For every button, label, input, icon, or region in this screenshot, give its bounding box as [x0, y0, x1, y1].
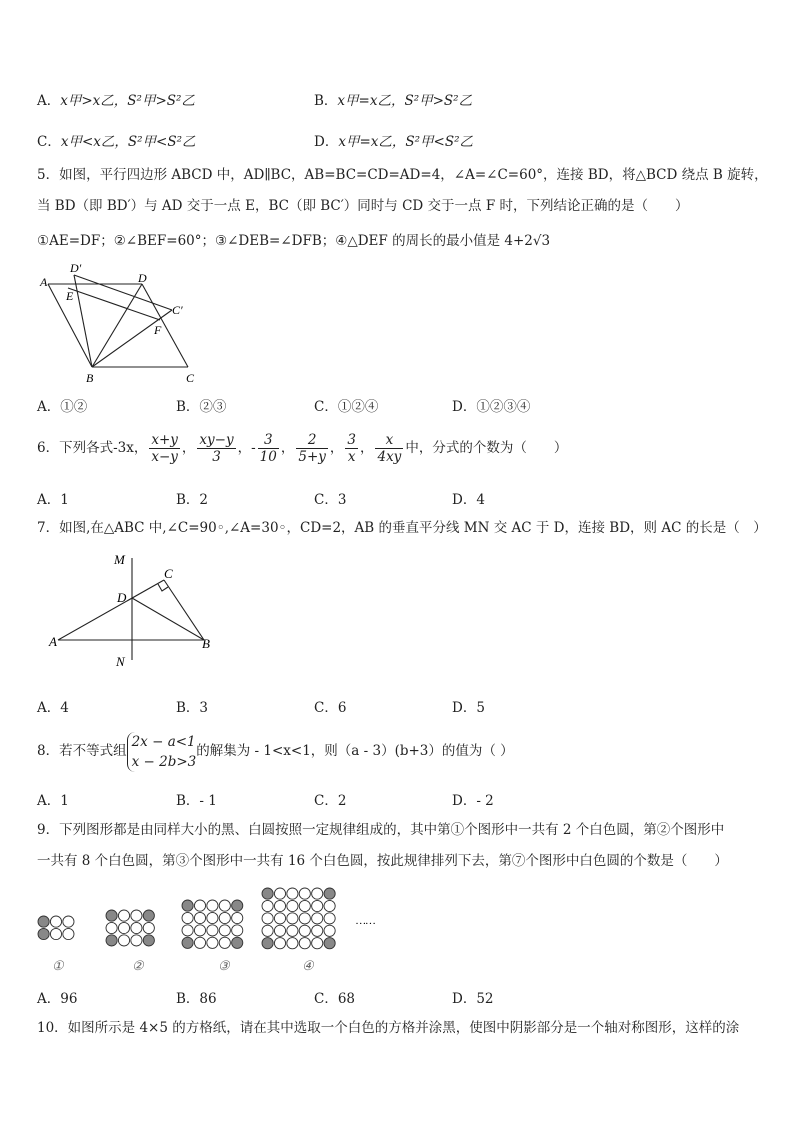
pattern-label: ①	[52, 958, 64, 973]
q6-fraction-2: $\frac{xy-y}{3}$	[199, 432, 234, 465]
q7-option-c: C．6	[314, 700, 347, 716]
pattern-circle	[207, 900, 218, 911]
q8-option-a: A．1	[37, 793, 69, 809]
pattern-circle	[324, 938, 335, 949]
q7-label-b: B	[202, 636, 210, 651]
pattern-ellipsis: ……	[356, 915, 376, 927]
q9-stem-line2: 一共有 8 个白色圆，第③个图形中一共有 16 个白色圆，按此规律排列下去，第⑦个图形中白色圆的个数是（ ）	[37, 853, 728, 869]
q5-conclusions: ①AE=DF；②∠BEF=60°；③∠DEB=∠DFB；④△DEF 的周长的最小值是 4+2√3	[37, 233, 551, 249]
pattern-circle	[118, 910, 129, 921]
pattern-circle	[262, 925, 273, 936]
q7-option-b: B．3	[176, 700, 209, 716]
pattern-circle	[194, 925, 205, 936]
q5-label-f: F	[154, 323, 162, 337]
q6-option-a: A．1	[37, 492, 69, 508]
q7-label-n: N	[116, 654, 125, 669]
pattern-circle	[106, 922, 117, 933]
pattern-circle	[232, 937, 243, 948]
pattern-circle	[312, 900, 323, 911]
pattern-circle	[207, 925, 218, 936]
pattern-circle	[50, 928, 61, 939]
pattern-circle	[131, 922, 142, 933]
q6-option-d: D．4	[452, 492, 485, 508]
q4-option-d: D．x甲=x乙，S²甲<S²乙	[314, 134, 473, 150]
pattern-circle	[194, 912, 205, 923]
q5-option-d: D．①②③④	[452, 399, 531, 415]
q9-option-b: B．86	[176, 991, 217, 1007]
q5-label-dprime: D′	[70, 261, 82, 275]
pattern-circle	[262, 913, 273, 924]
pattern-circle	[232, 912, 243, 923]
pattern-circle	[262, 888, 273, 899]
pattern-circle	[219, 937, 230, 948]
pattern-circle	[299, 925, 310, 936]
q5-label-c: C	[186, 371, 195, 385]
q10-stem: 10．如图所示是 4×5 的方格纸，请在其中选取一个白色的方格并涂黑，使图中阴影部分是一个轴对称图形，这样的涂	[37, 1020, 740, 1036]
q5-label-a: A	[40, 275, 48, 289]
pattern-circle	[63, 916, 74, 927]
pattern-circle	[207, 937, 218, 948]
pattern-circle	[194, 937, 205, 948]
pattern-circle	[299, 913, 310, 924]
q6-fraction-5: $\frac{3}{x}$	[347, 432, 356, 465]
q9-option-d: D．52	[452, 991, 494, 1007]
pattern-circle	[143, 935, 154, 946]
q5-parallelogram-figure	[36, 258, 206, 388]
q9-stem-line1: 9．下列图形都是由同样大小的黑、白圆按照一定规律组成的，其中第①个图形中一共有 2 个白色圆，第②个图形中	[37, 822, 725, 838]
q5-label-d: D	[138, 271, 147, 285]
pattern-circle	[131, 910, 142, 921]
q9-circle-patterns	[30, 878, 390, 978]
pattern-circle	[118, 935, 129, 946]
pattern-circle	[299, 888, 310, 899]
pattern-circle	[274, 888, 285, 899]
pattern-circle	[262, 900, 273, 911]
pattern-label: ③	[218, 958, 230, 973]
q5-label-e: E	[66, 289, 74, 303]
q6-fraction-6: $\frac{x}{4xy}$	[377, 432, 402, 465]
q5-stem-line1: 5．如图，平行四边形 ABCD 中，AD∥BC，AB=BC=CD=AD=4，∠A=∠C=60°，连接 BD，将△BCD 绕点 B 旋转，	[37, 167, 768, 183]
pattern-circle	[324, 925, 335, 936]
pattern-circle	[312, 913, 323, 924]
q5-option-a: A．①②	[37, 399, 88, 415]
pattern-circle	[182, 937, 193, 948]
pattern-circle	[118, 922, 129, 933]
pattern-circle	[63, 928, 74, 939]
q4-option-a: A．x甲>x乙，S²甲>S²乙	[37, 93, 195, 109]
pattern-circle	[287, 888, 298, 899]
pattern-circle	[299, 900, 310, 911]
q7-label-d: D	[117, 590, 127, 605]
pattern-circle	[324, 900, 335, 911]
pattern-circle	[232, 925, 243, 936]
q7-triangle-figure	[44, 550, 224, 675]
q6-option-b: B．2	[176, 492, 209, 508]
q5-option-c: C．①②④	[314, 399, 379, 415]
q7-option-a: A．4	[37, 700, 69, 716]
q9-option-a: A．96	[37, 991, 78, 1007]
pattern-circle	[131, 935, 142, 946]
pattern-circle	[219, 900, 230, 911]
pattern-circle	[287, 900, 298, 911]
pattern-circle	[143, 922, 154, 933]
pattern-circle	[106, 910, 117, 921]
pattern-circle	[274, 938, 285, 949]
q6-stem: 6．下列各式-3x， $\frac{x+y}{x-y}$ ， $\frac{xy-y}{3}$ ，- $\frac{3}{10}$ ， $\frac{2}{5+y}$ ， $\frac{3}{x}$ ， $\frac{x}{4xy}$ 中，分式的个数为（ ）	[37, 432, 568, 465]
q4-option-c: C．x甲<x乙，S²甲<S²乙	[37, 134, 196, 150]
pattern-circle	[274, 913, 285, 924]
q6-option-c: C．3	[314, 492, 347, 508]
pattern-circle	[262, 938, 273, 949]
pattern-circle	[287, 938, 298, 949]
pattern-circle	[194, 900, 205, 911]
q8-option-d: D．- 2	[452, 793, 494, 809]
q5-label-b: B	[86, 371, 94, 385]
pattern-circle	[232, 900, 243, 911]
q6-fraction-4: $\frac{2}{5+y}$	[298, 432, 326, 465]
q5-option-b: B．②③	[176, 399, 227, 415]
q8-stem: 8．若不等式组 2x − a<1 x − 2b>3 的解集为 - 1<x<1，则（a - 3）(b+3）的值为（ ）	[37, 733, 514, 770]
pattern-circle	[106, 935, 117, 946]
q7-label-c: C	[164, 566, 173, 581]
pattern-circle	[38, 928, 49, 939]
pattern-circle	[324, 888, 335, 899]
pattern-circle	[182, 912, 193, 923]
q8-option-b: B．- 1	[176, 793, 217, 809]
q8-inequality-system: 2x − a<1 x − 2b>3	[127, 732, 197, 772]
pattern-circle	[287, 925, 298, 936]
q8-option-c: C．2	[314, 793, 347, 809]
pattern-circle	[38, 916, 49, 927]
q7-stem: 7．如图,在△ABC 中,∠C=90◦,∠A=30◦，CD=2，AB 的垂直平分线 MN 交 AC 于 D，连接 BD，则 AC 的长是（ ）	[37, 520, 767, 536]
pattern-circle	[312, 938, 323, 949]
pattern-circle	[207, 912, 218, 923]
q6-fraction-1: $\frac{x+y}{x-y}$	[151, 432, 178, 465]
q7-label-a: A	[49, 634, 57, 649]
pattern-circle	[274, 900, 285, 911]
q5-stem-line2: 当 BD（即 BD′）与 AD 交于一点 E，BC（即 BC′）同时与 CD 交于一点 F 时，下列结论正确的是（ ）	[37, 198, 689, 214]
q4-option-b: B．x甲=x乙，S²甲>S²乙	[314, 93, 473, 109]
q7-option-d: D．5	[452, 700, 485, 716]
pattern-circle	[312, 888, 323, 899]
pattern-circle	[274, 925, 285, 936]
pattern-circle	[143, 910, 154, 921]
q6-fraction-3: $\frac{3}{10}$	[259, 432, 277, 465]
pattern-circle	[299, 938, 310, 949]
q5-label-cprime: C′	[172, 303, 183, 317]
pattern-circle	[312, 925, 323, 936]
pattern-label: ④	[302, 958, 314, 973]
pattern-circle	[324, 913, 335, 924]
pattern-label: ②	[132, 958, 144, 973]
pattern-circle	[219, 925, 230, 936]
q7-label-m: M	[114, 552, 125, 567]
pattern-circle	[182, 900, 193, 911]
pattern-circle	[219, 912, 230, 923]
pattern-circle	[50, 916, 61, 927]
pattern-circle	[182, 925, 193, 936]
pattern-circle	[287, 913, 298, 924]
q9-option-c: C．68	[314, 991, 356, 1007]
